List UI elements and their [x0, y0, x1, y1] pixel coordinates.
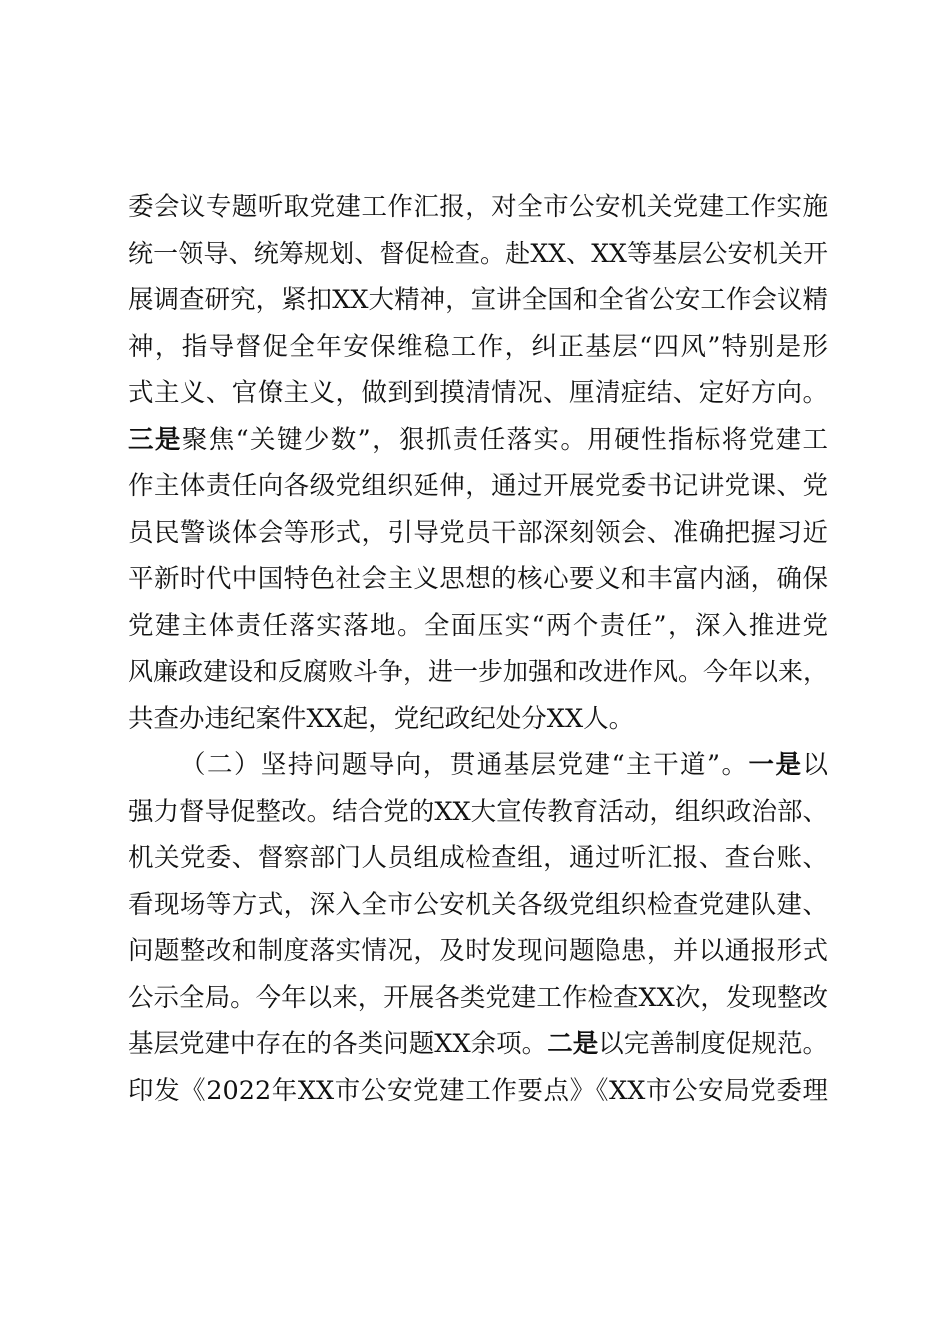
text-segment: 问题整改和制度落实情况，及时发现问题隐患，并以通报形式: [128, 936, 828, 966]
text-line: [128, 835, 828, 882]
text-segment: 展调查研究，紧扣XX大精神，宣讲全国和全省公安工作会议精: [128, 285, 828, 315]
text-segment: 平新时代中国特色社会主义思想的核心要义和丰富内涵，确保: [128, 564, 828, 594]
text-line: [128, 696, 828, 743]
text-segment: 委会议专题听取党建工作汇报，对全市公安机关党建工作实施: [128, 192, 828, 222]
text-line: [128, 510, 828, 557]
text-segment: 风廉政建设和反腐败斗争，进一步加强和改进作风。今年以来，: [128, 657, 829, 686]
text-line: [128, 1068, 828, 1115]
text-line: [128, 1021, 828, 1068]
text-segment: 聚焦“关键少数”，狠抓责任落实。用硬性指标将党建工: [181, 424, 828, 455]
text-line: [128, 231, 828, 278]
text-segment: 机关党委、督察部门人员组成检查组，通过听汇报、查台账、: [128, 843, 828, 873]
text-line: [128, 789, 828, 836]
text-line: [128, 277, 828, 324]
text-segment: 作主体责任向各级党组织延伸，通过开展党委书记讲党课、党: [128, 471, 828, 501]
text-segment: 基层党建中存在的各类问题XX余项。: [128, 1029, 548, 1059]
text-line: [128, 324, 828, 371]
text-line: [128, 742, 828, 789]
text-segment: 党建主体责任落实落地。全面压实“两个责任”，深入推进党: [128, 610, 828, 641]
text-line: [128, 649, 828, 696]
text-segment: 强力督导促整改。结合党的XX大宣传教育活动，组织政治部、: [128, 796, 828, 827]
text-segment: 式主义、官僚主义，做到到摸清情况、厘清症结、定好方向。: [128, 378, 828, 408]
text-segment: 看现场等方式，深入全市公安机关各级党组织检查党建队建、: [128, 889, 828, 920]
text-segment: （二）坚持问题导向，贯通基层党建“主干道”。: [180, 750, 749, 780]
text-line: [128, 463, 828, 510]
text-segment: 印发《2022年XX市公安党建工作要点》《XX市公安局党委理: [128, 1075, 828, 1106]
text-segment: 神，指导督促全年安保维稳工作，纠正基层“四风”特别是形: [128, 331, 828, 362]
bold-keyword: 一是: [748, 750, 803, 780]
text-line: [128, 370, 828, 417]
text-line: [128, 975, 828, 1022]
text-line: [128, 603, 828, 650]
text-segment: 员民警谈体会等形式，引导党员干部深刻领会、准确把握习近: [128, 517, 828, 548]
text-line: [128, 184, 828, 231]
bold-keyword: 三是: [128, 424, 182, 455]
bold-keyword: 二是: [547, 1029, 599, 1059]
text-line: [128, 882, 828, 929]
text-line: [128, 928, 828, 975]
text-line: [128, 417, 828, 464]
text-segment: 以完善制度促规范。: [598, 1029, 828, 1059]
text-line: [128, 556, 828, 603]
text-segment: 统一领导、统筹规划、督促检查。赴XX、XX等基层公安机关开: [128, 238, 828, 268]
body-text: [128, 184, 828, 1114]
text-segment: 以: [802, 750, 828, 780]
text-segment: 公示全局。今年以来，开展各类党建工作检查XX次，发现整改: [128, 982, 828, 1013]
text-segment: 共查办违纪案件XX起，党纪政纪处分XX人。: [128, 703, 635, 734]
